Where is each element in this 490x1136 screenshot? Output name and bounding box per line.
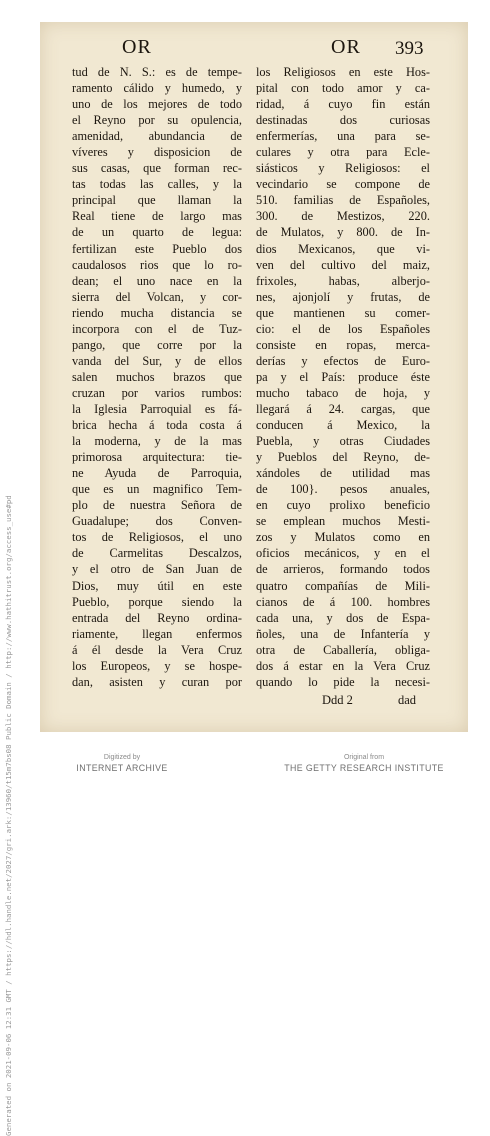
text-line: Real tiene de largo mas — [72, 209, 242, 224]
text-line: cianos de á 100. hombres — [256, 594, 430, 609]
text-line: la moderna, y de la mas — [72, 434, 242, 449]
text-line: de arrieros, formando todos — [256, 562, 430, 577]
text-line: tas todas las calles, y la — [72, 177, 242, 192]
text-line: sus casas, que forman rec- — [72, 161, 242, 176]
getty-institute-label: THE GETTY RESEARCH INSTITUTE — [284, 763, 444, 773]
text-line: primorosa arquitectura: tie- — [72, 450, 242, 465]
text-line: siásticos y Religiosos: el — [256, 161, 430, 176]
page-number: 393 — [395, 38, 424, 59]
text-line: tud de N. S.: es de tempe- — [72, 65, 242, 79]
text-line: los Religiosos en este Hos- — [256, 65, 430, 79]
text-line: vanda del Sur, y de ellos — [72, 353, 242, 368]
text-line: dan, asisten y curan por — [72, 674, 242, 689]
text-line: pango, que corre por la — [72, 337, 242, 352]
text-line: pa y el País: produce éste — [256, 369, 430, 384]
text-line: derías y efectos de Euro- — [256, 353, 430, 368]
text-line: riamente, llegan enfermos — [72, 626, 242, 641]
text-column-right — [256, 64, 430, 690]
text-line: 510. familias de Españoles, — [256, 193, 430, 208]
text-line: pital con todo amor y ca- — [256, 81, 430, 96]
text-line: los Europeos, y se hospe- — [72, 658, 242, 673]
original-from-credit — [284, 753, 444, 774]
text-line: otra de Caballería, obliga- — [256, 642, 430, 657]
text-line: que es un magnifico Tem- — [72, 482, 242, 497]
digitized-by-credit — [62, 753, 182, 774]
text-line: brica hecha á toda costa á — [72, 418, 242, 433]
text-line: de un quarto de legua: — [72, 225, 242, 240]
text-line: se emplean muchos Mesti- — [256, 514, 430, 529]
text-line: frixoles, habas, alberjo- — [256, 273, 430, 288]
text-line: incorpora con el de Tuz- — [72, 321, 242, 336]
text-line: 300. de Mestizos, 220. — [256, 209, 430, 224]
text-line: víveres y disposicion de — [72, 145, 242, 160]
text-line: vecindario se compone de — [256, 177, 430, 192]
text-line: ñoles, una de Infantería y — [256, 626, 430, 641]
text-line: quando lo pide la necesi- — [256, 674, 430, 689]
text-line: entrada del Reyno ordina- — [72, 610, 242, 625]
text-line: en cuyo prolixo beneficio — [256, 498, 430, 513]
text-line: ven del cultivo del maiz, — [256, 257, 430, 272]
text-line: ramento cálido y humedo, y — [72, 81, 242, 96]
text-line: quatro compañías de Mili- — [256, 578, 430, 593]
text-line: cio: el de los Españoles — [256, 321, 430, 336]
text-line: y el otro de San Juan de — [72, 562, 242, 577]
text-line: tos de Religiosos, el uno — [72, 530, 242, 545]
original-from-label: Original from — [343, 754, 385, 761]
text-line: zos y Mulatos como en — [256, 530, 430, 545]
text-line: uno de los mejores de todo — [72, 97, 242, 112]
catchword: dad — [398, 693, 417, 707]
text-line: sierra del Volcan, y cor- — [72, 289, 242, 304]
text-line: salen muchos brazos que — [72, 369, 242, 384]
text-line: consiste en ropas, merca- — [256, 337, 430, 352]
text-line: amenidad, abundancia de — [72, 129, 242, 144]
text-line: de Carmelitas Descalzos, — [72, 546, 242, 561]
text-line: Puebla, y otras Ciudades — [256, 434, 430, 449]
text-line: de 100}. pesos anuales, — [256, 482, 430, 497]
text-line: fertilizan este Pueblo dos — [72, 241, 242, 256]
text-line: enfermerías, una para se- — [256, 129, 430, 144]
text-line: riendo mucha distancia se — [72, 305, 242, 320]
internet-archive-label: INTERNET ARCHIVE — [76, 763, 168, 773]
text-line: ne Ayuda de Parroquia, — [72, 466, 242, 481]
watermark-text: Generated on 2021-09-06 12:31 GMT / https://hdl.handle.net/2027/gri.ark:/13960/t15m7bs08 Public Domain / http://www.hathitrust.org/access_use#pd — [4, 495, 13, 1136]
text-line: conducen á Mexico, la — [256, 418, 430, 433]
text-line: xándoles de utilidad mas — [256, 466, 430, 481]
text-line: Guadalupe; dos Conven- — [72, 514, 242, 529]
text-line: culares y otra para Ecle- — [256, 145, 430, 160]
running-headword-left: OR — [122, 36, 152, 58]
text-line: oficios mecánicos, y en el — [256, 546, 430, 561]
text-line: ridad, á cuyo fin están — [256, 97, 430, 112]
text-line: plo de nuestra Señora de — [72, 498, 242, 513]
running-headword-right: OR — [331, 36, 361, 58]
text-line: caudalosos rios que lo ro- — [72, 257, 242, 272]
text-line: dean; el uno nace en la — [72, 273, 242, 288]
text-line: destinadas dos curiosas — [256, 113, 430, 128]
text-line: que mantienen su comer- — [256, 305, 430, 320]
text-line: cruzan por varios rumbos: — [72, 385, 242, 400]
text-line: de Mulatos, y 800. de In- — [256, 225, 430, 240]
text-line: dios Mexicanos, que vi- — [256, 241, 430, 256]
hathitrust-watermark — [4, 445, 18, 1136]
text-line: á él desde la Vera Cruz — [72, 642, 242, 657]
text-line: el Reyno por su opulencia, — [72, 113, 242, 128]
text-line: Pueblo, porque siendo la — [72, 594, 242, 609]
text-line: la Iglesia Parroquial es fá- — [72, 401, 242, 416]
text-line: y Pueblos del Reyno, de- — [256, 450, 430, 465]
text-column-left — [72, 64, 242, 690]
digitized-by-label: Digitized by — [103, 754, 141, 761]
text-line: mucho tabaco de hoja, y — [256, 385, 430, 400]
signature-mark: Ddd 2 — [322, 693, 353, 707]
text-line: dos á estar en la Vera Cruz — [256, 658, 430, 673]
text-line: Dios, muy útil en este — [72, 578, 242, 593]
text-line: nes, ajonjolí y frutas, de — [256, 289, 430, 304]
text-line: cada una, y dos de Espa- — [256, 610, 430, 625]
text-line: llegará á 24. cargas, que — [256, 401, 430, 416]
text-line: principal que llaman la — [72, 193, 242, 208]
